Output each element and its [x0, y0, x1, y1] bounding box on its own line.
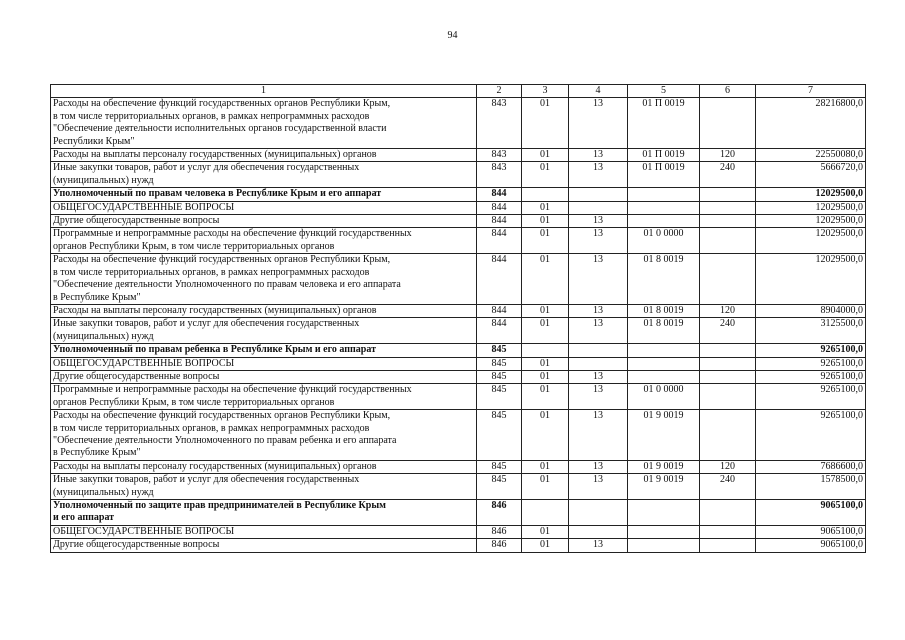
description-line: Другие общегосударственные вопросы	[53, 215, 220, 227]
admin-code-cell: 844	[477, 228, 522, 254]
expense-type-cell	[700, 500, 756, 526]
amount-cell: 9265100,0	[756, 410, 866, 461]
row-description	[51, 98, 477, 149]
table-row	[51, 318, 866, 344]
target-article-cell: 01 0 0000	[628, 228, 700, 254]
amount-cell: 12029500,0	[756, 188, 866, 201]
expense-type-cell	[700, 215, 756, 228]
expense-type-cell	[700, 254, 756, 305]
target-article-cell: 01 9 0019	[628, 410, 700, 461]
row-description	[51, 318, 477, 344]
subsection-code-cell: 13	[569, 370, 628, 383]
section-code-cell	[522, 344, 569, 357]
target-article-cell	[628, 539, 700, 552]
column-header-3: 3	[522, 85, 569, 98]
column-header-5: 5	[628, 85, 700, 98]
expense-type-cell	[700, 201, 756, 214]
subsection-code-cell	[569, 500, 628, 526]
description-line: Расходы на выплаты персоналу государственных (муниципальных) органов	[53, 304, 377, 316]
budget-table	[50, 84, 866, 553]
description-line: Уполномоченный по правам человека в Республике Крым и его аппарат	[53, 188, 382, 200]
subsection-code-cell	[569, 357, 628, 370]
admin-code-cell: 845	[477, 460, 522, 473]
description-line: Иные закупки товаров, работ и услуг для обеспечения государственных	[53, 162, 360, 174]
subsection-code-cell: 13	[569, 384, 628, 410]
expense-type-cell	[700, 410, 756, 461]
amount-cell: 8904000,0	[756, 304, 866, 317]
target-article-cell: 01 8 0019	[628, 304, 700, 317]
table-row	[51, 201, 866, 214]
section-code-cell: 01	[522, 162, 569, 188]
expense-type-cell	[700, 344, 756, 357]
description-line: Программные и непрограммные расходы на обеспечение функций государственных	[53, 384, 412, 396]
section-code-cell: 01	[522, 370, 569, 383]
description-line: Уполномоченный по защите прав предпринимателей в Республике Крым	[53, 500, 386, 511]
section-code-cell	[522, 188, 569, 201]
description-line: Программные и непрограммные расходы на обеспечение функций государственных	[53, 228, 412, 240]
table-row	[51, 525, 866, 538]
row-description	[51, 370, 477, 383]
target-article-cell: 01 0 0000	[628, 384, 700, 410]
amount-cell: 1578500,0	[756, 474, 866, 500]
subsection-code-cell: 13	[569, 318, 628, 344]
page-number: 94	[447, 30, 458, 41]
expense-type-cell	[700, 98, 756, 149]
row-description	[51, 149, 477, 162]
subsection-code-cell: 13	[569, 98, 628, 149]
amount-cell: 12029500,0	[756, 215, 866, 228]
column-header-2: 2	[477, 85, 522, 98]
description-line: Иные закупки товаров, работ и услуг для обеспечения государственных	[53, 474, 360, 486]
admin-code-cell: 846	[477, 525, 522, 538]
description-line: Другие общегосударственные вопросы	[53, 370, 220, 382]
subsection-code-cell: 13	[569, 215, 628, 228]
admin-code-cell: 845	[477, 474, 522, 500]
admin-code-cell: 844	[477, 215, 522, 228]
description-line: Расходы на обеспечение функций государственных органов Республики Крым,	[53, 410, 391, 422]
table-row	[51, 98, 866, 149]
amount-cell: 9065100,0	[756, 539, 866, 552]
expense-type-cell	[700, 539, 756, 552]
admin-code-cell: 845	[477, 384, 522, 410]
amount-cell: 28216800,0	[756, 98, 866, 149]
table-row	[51, 228, 866, 254]
subsection-code-cell: 13	[569, 254, 628, 305]
description-line: ОБЩЕГОСУДАРСТВЕННЫЕ ВОПРОСЫ	[53, 525, 235, 537]
expense-type-cell: 120	[700, 149, 756, 162]
amount-cell: 9265100,0	[756, 370, 866, 383]
target-article-cell	[628, 500, 700, 526]
section-code-cell: 01	[522, 525, 569, 538]
target-article-cell	[628, 215, 700, 228]
expense-type-cell	[700, 188, 756, 201]
row-description	[51, 188, 477, 201]
section-code-cell: 01	[522, 215, 569, 228]
admin-code-cell: 844	[477, 318, 522, 344]
description-line: Другие общегосударственные вопросы	[53, 539, 220, 551]
admin-code-cell: 845	[477, 370, 522, 383]
description-line: Расходы на обеспечение функций государственных органов Республики Крым,	[53, 254, 391, 266]
target-article-cell: 01 П 0019	[628, 162, 700, 188]
expense-type-cell: 240	[700, 162, 756, 188]
description-line: Иные закупки товаров, работ и услуг для обеспечения государственных	[53, 318, 360, 330]
description-line: ОБЩЕГОСУДАРСТВЕННЫЕ ВОПРОСЫ	[53, 201, 235, 213]
table-row	[51, 460, 866, 473]
target-article-cell: 01 9 0019	[628, 460, 700, 473]
column-header-7: 7	[756, 85, 866, 98]
table-row	[51, 474, 866, 500]
amount-cell: 9265100,0	[756, 357, 866, 370]
row-description	[51, 410, 477, 461]
amount-cell: 9065100,0	[756, 525, 866, 538]
section-code-cell: 01	[522, 149, 569, 162]
expense-type-cell	[700, 370, 756, 383]
table-row	[51, 344, 866, 357]
table-row	[51, 304, 866, 317]
row-description	[51, 304, 477, 317]
target-article-cell: 01 8 0019	[628, 318, 700, 344]
subsection-code-cell	[569, 525, 628, 538]
admin-code-cell: 846	[477, 500, 522, 526]
admin-code-cell: 843	[477, 149, 522, 162]
description-line: в том числе территориальных органов, в рамках непрограммных расходов	[53, 110, 370, 122]
description-line: и его аппарат	[53, 512, 115, 524]
target-article-cell	[628, 188, 700, 201]
section-code-cell: 01	[522, 201, 569, 214]
amount-cell: 3125500,0	[756, 318, 866, 344]
column-header-6: 6	[700, 85, 756, 98]
column-header-1: 1	[51, 85, 477, 98]
admin-code-cell: 843	[477, 98, 522, 149]
table-row	[51, 149, 866, 162]
description-line: органов Республики Крым, в том числе территориальных органов	[53, 240, 335, 252]
target-article-cell: 01 П 0019	[628, 149, 700, 162]
description-line: Расходы на выплаты персоналу государственных (муниципальных) органов	[53, 460, 377, 472]
table-row	[51, 500, 866, 526]
expense-type-cell: 240	[700, 318, 756, 344]
amount-cell: 9265100,0	[756, 384, 866, 410]
row-description	[51, 344, 477, 357]
description-line: в Республике Крым"	[53, 291, 141, 303]
description-line: в том числе территориальных органов, в рамках непрограммных расходов	[53, 422, 370, 434]
row-description	[51, 357, 477, 370]
description-line: Расходы на выплаты персоналу государственных (муниципальных) органов	[53, 149, 377, 161]
table-row	[51, 162, 866, 188]
subsection-code-cell: 13	[569, 474, 628, 500]
subsection-code-cell: 13	[569, 149, 628, 162]
target-article-cell: 01 9 0019	[628, 474, 700, 500]
expense-type-cell: 120	[700, 460, 756, 473]
table-header-row	[51, 85, 866, 98]
table-row	[51, 215, 866, 228]
table-row	[51, 370, 866, 383]
admin-code-cell: 844	[477, 188, 522, 201]
section-code-cell: 01	[522, 254, 569, 305]
target-article-cell	[628, 344, 700, 357]
table-row	[51, 384, 866, 410]
amount-cell: 7686600,0	[756, 460, 866, 473]
description-line: "Обеспечение деятельности Уполномоченного по правам ребенка и его аппарата	[53, 434, 397, 446]
admin-code-cell: 844	[477, 201, 522, 214]
description-line: в том числе территориальных органов, в рамках непрограммных расходов	[53, 266, 370, 278]
target-article-cell: 01 П 0019	[628, 98, 700, 149]
admin-code-cell: 845	[477, 410, 522, 461]
expense-type-cell	[700, 525, 756, 538]
target-article-cell	[628, 370, 700, 383]
subsection-code-cell: 13	[569, 304, 628, 317]
section-code-cell: 01	[522, 304, 569, 317]
target-article-cell	[628, 525, 700, 538]
subsection-code-cell: 13	[569, 410, 628, 461]
target-article-cell: 01 8 0019	[628, 254, 700, 305]
section-code-cell: 01	[522, 460, 569, 473]
description-line: Республики Крым"	[53, 135, 135, 147]
amount-cell: 12029500,0	[756, 201, 866, 214]
admin-code-cell: 846	[477, 539, 522, 552]
row-description	[51, 500, 477, 526]
table-row	[51, 357, 866, 370]
row-description	[51, 254, 477, 305]
subsection-code-cell	[569, 188, 628, 201]
target-article-cell	[628, 201, 700, 214]
section-code-cell: 01	[522, 410, 569, 461]
admin-code-cell: 843	[477, 162, 522, 188]
table-row	[51, 188, 866, 201]
description-line: ОБЩЕГОСУДАРСТВЕННЫЕ ВОПРОСЫ	[53, 357, 235, 369]
amount-cell: 22550080,0	[756, 149, 866, 162]
description-line: "Обеспечение деятельности исполнительных органов государственной власти	[53, 123, 387, 135]
row-description	[51, 384, 477, 410]
section-code-cell: 01	[522, 384, 569, 410]
column-header-4: 4	[569, 85, 628, 98]
subsection-code-cell: 13	[569, 162, 628, 188]
description-line: Расходы на обеспечение функций государственных органов Республики Крым,	[53, 98, 391, 110]
row-description	[51, 201, 477, 214]
admin-code-cell: 845	[477, 357, 522, 370]
section-code-cell: 01	[522, 318, 569, 344]
row-description	[51, 215, 477, 228]
description-line: органов Республики Крым, в том числе территориальных органов	[53, 396, 335, 408]
description-line: "Обеспечение деятельности Уполномоченного по правам человека и его аппарата	[53, 279, 401, 291]
section-code-cell: 01	[522, 357, 569, 370]
description-line: (муниципальных) нужд	[53, 486, 154, 498]
table-body	[51, 98, 866, 552]
amount-cell: 12029500,0	[756, 228, 866, 254]
expense-type-cell: 240	[700, 474, 756, 500]
row-description	[51, 474, 477, 500]
description-line: Уполномоченный по правам ребенка в Республике Крым и его аппарат	[53, 344, 377, 356]
table-row	[51, 539, 866, 552]
target-article-cell	[628, 357, 700, 370]
expense-type-cell	[700, 357, 756, 370]
subsection-code-cell: 13	[569, 228, 628, 254]
subsection-code-cell: 13	[569, 539, 628, 552]
amount-cell: 5666720,0	[756, 162, 866, 188]
expense-type-cell: 120	[700, 304, 756, 317]
description-line: (муниципальных) нужд	[53, 330, 154, 342]
section-code-cell: 01	[522, 474, 569, 500]
description-line: в Республике Крым"	[53, 447, 141, 459]
table-row	[51, 254, 866, 305]
table-row	[51, 410, 866, 461]
row-description	[51, 162, 477, 188]
section-code-cell: 01	[522, 228, 569, 254]
row-description	[51, 228, 477, 254]
subsection-code-cell: 13	[569, 460, 628, 473]
amount-cell: 12029500,0	[756, 254, 866, 305]
section-code-cell: 01	[522, 98, 569, 149]
section-code-cell	[522, 500, 569, 526]
section-code-cell: 01	[522, 539, 569, 552]
expense-type-cell	[700, 384, 756, 410]
row-description	[51, 539, 477, 552]
expense-type-cell	[700, 228, 756, 254]
admin-code-cell: 844	[477, 304, 522, 317]
subsection-code-cell	[569, 201, 628, 214]
row-description	[51, 460, 477, 473]
subsection-code-cell	[569, 344, 628, 357]
admin-code-cell: 844	[477, 254, 522, 305]
admin-code-cell: 845	[477, 344, 522, 357]
amount-cell: 9065100,0	[756, 500, 866, 526]
row-description	[51, 525, 477, 538]
amount-cell: 9265100,0	[756, 344, 866, 357]
description-line: (муниципальных) нужд	[53, 174, 154, 186]
